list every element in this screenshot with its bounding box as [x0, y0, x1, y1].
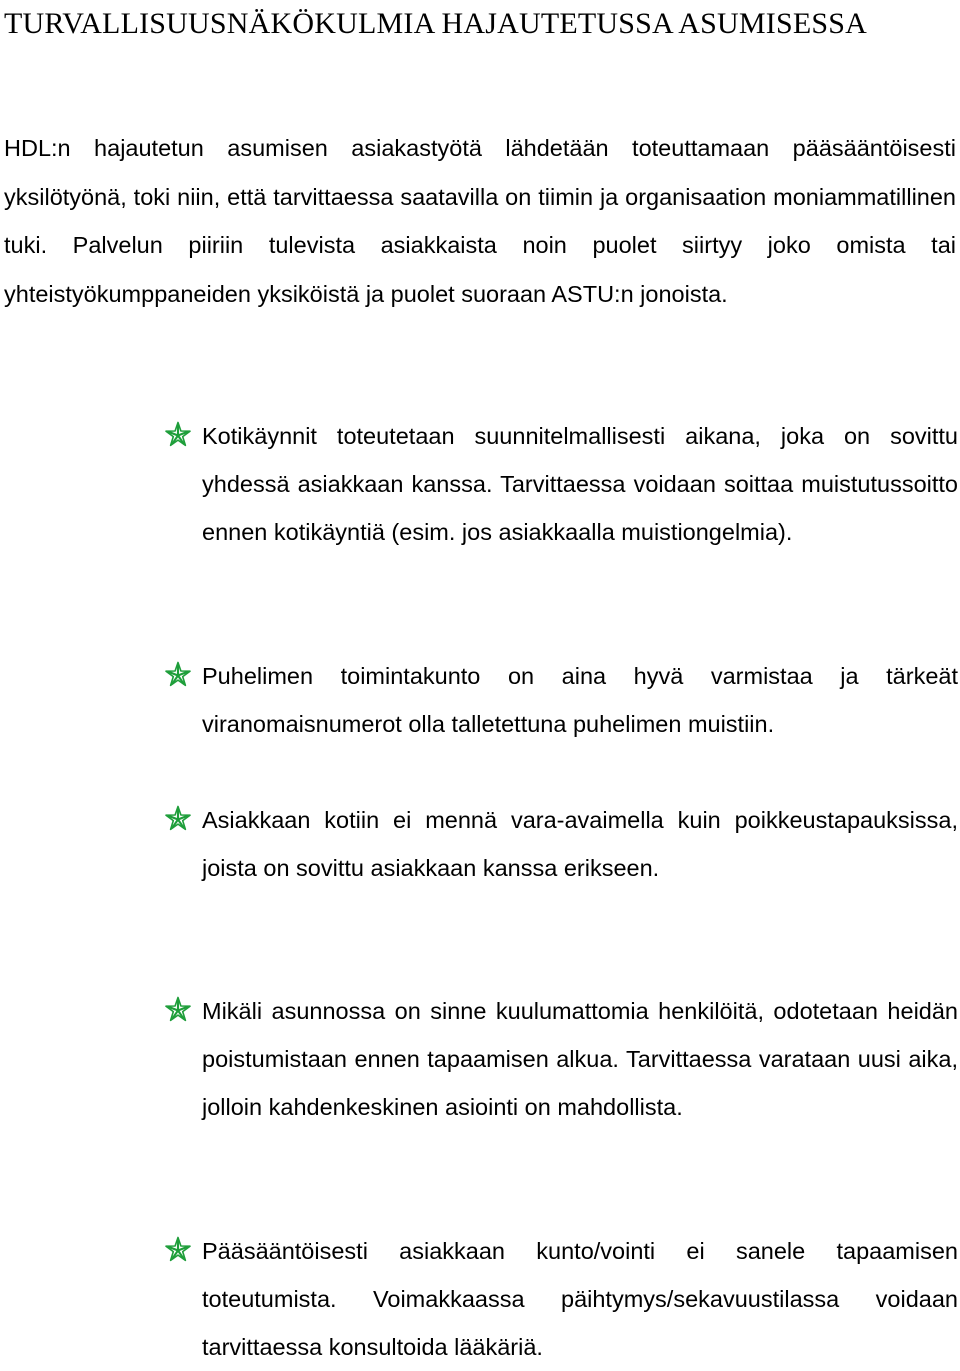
- green-star-icon: [164, 421, 192, 449]
- bullet-item: [164, 1227, 958, 1371]
- bullet-item: [164, 796, 958, 892]
- bullet-text: Pääsääntöisesti asiakkaan kunto/vointi ei sanele tapaamisen toteutumista. Voimakkaassa päihtymys/sekavuustilassa voidaan tarvittaessa konsultoida lääkäriä.: [202, 1238, 958, 1360]
- bullet-item: [164, 412, 958, 556]
- bullet-text: Puhelimen toimintakunto on aina hyvä varmistaa ja tärkeät viranomaisnumerot olla talletettuna puhelimen muistiin.: [202, 663, 958, 737]
- green-star-icon: [164, 1236, 192, 1264]
- green-star-icon: [164, 996, 192, 1024]
- bullet-item: [164, 987, 958, 1131]
- intro-paragraph: HDL:n hajautetun asumisen asiakastyötä lähdetään toteuttamaan pääsääntöisesti yksilötyönä, toki niin, että tarvittaessa saatavilla on tiimin ja organisaation moniammatillinen tuki. Palvelun piiriin tulevista asiakkaista noin puolet siirtyy joko omista tai yhteistyökumppaneiden yksiköistä ja puolet suoraan ASTU:n jonoista.: [4, 135, 956, 307]
- bullet-text: Kotikäynnit toteutetaan suunnitelmallisesti aikana, joka on sovittu yhdessä asiakkaan kanssa. Tarvittaessa voidaan soittaa muistutussoitto ennen kotikäyntiä (esim. jos asiakkaalla muistiongelmia).: [202, 423, 958, 545]
- bullet-text: Mikäli asunnossa on sinne kuulumattomia henkilöitä, odotetaan heidän poistumistaan ennen tapaamisen alkua. Tarvittaessa varataan uusi aika, jolloin kahdenkeskinen asiointi on mahdollista.: [202, 998, 958, 1120]
- green-star-icon: [164, 805, 192, 833]
- bullet-item: [164, 652, 958, 748]
- page-title: TURVALLISUUSNÄKÖKULMIA HAJAUTETUSSA ASUMISESSA: [4, 7, 868, 40]
- green-star-icon: [164, 661, 192, 689]
- bullet-text: Asiakkaan kotiin ei mennä vara-avaimella kuin poikkeustapauksissa, joista on sovittu asiakkaan kanssa erikseen.: [202, 807, 958, 881]
